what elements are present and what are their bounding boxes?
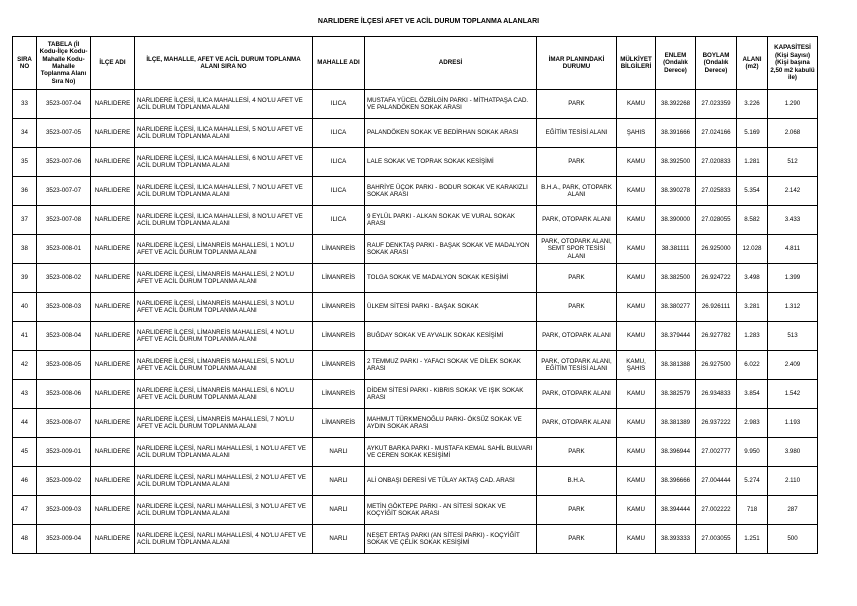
page-title: NARLIDERE İLÇESİ AFET VE ACİL DURUM TOPLANMA ALANLARI [317,18,540,25]
cell-tabela: 3523-008-06 [37,380,91,409]
cell-alan: NARLIDERE İLÇESİ, ILICA MAHALLESİ, 4 NO'LU AFET VE ACİL DURUM TOPLANMA ALANI [135,90,313,119]
cell-alani: 5.354 [737,177,768,206]
cell-alan: NARLIDERE İLÇESİ, LİMANREİS MAHALLESİ, 5 NO'LU AFET VE ACİL DURUM TOPLANMA ALANI [135,351,313,380]
cell-alan: NARLIDERE İLÇESİ, ILICA MAHALLESİ, 5 NO'LU AFET VE ACİL DURUM TOPLANMA ALANI [135,119,313,148]
cell-mahalle: NARLI [313,496,365,525]
cell-sira: 43 [13,380,37,409]
cell-tabela: 3523-008-04 [37,322,91,351]
cell-adres: AYKUT BARKA PARKI - MUSTAFA KEMAL SAHİL BULVARI VE CEREN SOKAK KESİŞİMİ [365,438,537,467]
cell-sira: 36 [13,177,37,206]
cell-adres: RAUF DENKTAŞ PARKI - BAŞAK SOKAK VE MADALYON SOKAK ARASI [365,235,537,264]
cell-ilce: NARLIDERE [91,496,135,525]
cell-mulkiyet: KAMU [617,264,656,293]
header-mahalle: MAHALLE ADI [313,37,365,90]
cell-tabela: 3523-008-02 [37,264,91,293]
cell-adres: 9 EYLÜL PARKI - ALKAN SOKAK VE VURAL SOKAK ARASI [365,206,537,235]
cell-imar: PARK [537,438,617,467]
cell-adres: NEŞET ERTAŞ PARKI (AN SİTESİ PARKI) - KOÇYİĞİT SOKAK VE ÇELİK SOKAK KESİŞİMİ [365,525,537,554]
cell-imar: PARK [537,293,617,322]
cell-sira: 34 [13,119,37,148]
cell-boylam: 26.925000 [696,235,737,264]
cell-ilce: NARLIDERE [91,119,135,148]
cell-ilce: NARLIDERE [91,351,135,380]
cell-alan: NARLIDERE İLÇESİ, LİMANREİS MAHALLESİ, 1 NO'LU AFET VE ACİL DURUM TOPLANMA ALANI [135,235,313,264]
cell-boylam: 26.926111 [696,293,737,322]
cell-tabela: 3523-007-07 [37,177,91,206]
cell-sira: 33 [13,90,37,119]
cell-alan: NARLIDERE İLÇESİ, NARLI MAHALLESİ, 2 NO'LU AFET VE ACİL DURUM TOPLANMA ALANI [135,467,313,496]
cell-ilce: NARLIDERE [91,148,135,177]
cell-adres: PALANDÖKEN SOKAK VE BEDİRHAN SOKAK ARASI [365,119,537,148]
cell-imar: PARK, OTOPARK ALANI, SEMT SPOR TESİSİ ALANI [537,235,617,264]
cell-sira: 38 [13,235,37,264]
cell-ilce: NARLIDERE [91,177,135,206]
table-row [13,525,818,554]
cell-sira: 37 [13,206,37,235]
cell-kapasite: 287 [768,496,818,525]
cell-imar: PARK, OTOPARK ALANI [537,380,617,409]
cell-alan: NARLIDERE İLÇESİ, ILICA MAHALLESİ, 6 NO'LU AFET VE ACİL DURUM TOPLANMA ALANI [135,148,313,177]
cell-imar: EĞİTİM TESİSİ ALANI [537,119,617,148]
cell-enlem: 38.381388 [656,351,696,380]
cell-kapasite: 4.811 [768,235,818,264]
cell-mahalle: ILICA [313,206,365,235]
cell-ilce: NARLIDERE [91,322,135,351]
cell-alani: 3.226 [737,90,768,119]
cell-boylam: 26.937222 [696,409,737,438]
cell-mulkiyet: KAMU [617,177,656,206]
cell-boylam: 26.927782 [696,322,737,351]
cell-mulkiyet: KAMU [617,467,656,496]
cell-mulkiyet: KAMU, ŞAHIS [617,351,656,380]
cell-mulkiyet: KAMU [617,235,656,264]
header-boylam: BOYLAM (Ondalık Derece) [696,37,737,90]
cell-alan: NARLIDERE İLÇESİ, ILICA MAHALLESİ, 7 NO'LU AFET VE ACİL DURUM TOPLANMA ALANI [135,177,313,206]
cell-mahalle: NARLI [313,525,365,554]
cell-kapasite: 1.193 [768,409,818,438]
cell-tabela: 3523-009-04 [37,525,91,554]
cell-tabela: 3523-009-01 [37,438,91,467]
table-row [13,438,818,467]
cell-imar: PARK [537,496,617,525]
cell-alan: NARLIDERE İLÇESİ, NARLI MAHALLESİ, 1 NO'LU AFET VE ACİL DURUM TOPLANMA ALANI [135,438,313,467]
cell-imar: PARK, OTOPARK ALANI [537,206,617,235]
header-enlem: ENLEM (Ondalık Derece) [656,37,696,90]
cell-ilce: NARLIDERE [91,438,135,467]
table-row [13,235,818,264]
header-alani: ALANI (m2) [737,37,768,90]
table-row [13,409,818,438]
cell-imar: PARK [537,90,617,119]
cell-enlem: 38.391666 [656,119,696,148]
cell-adres: 2 TEMMUZ PARKI - YAFACI SOKAK VE DİLEK SOKAK ARASI [365,351,537,380]
cell-ilce: NARLIDERE [91,235,135,264]
cell-mahalle: NARLI [313,467,365,496]
header-alan-adi: İLÇE, MAHALLE, AFET VE ACİL DURUM TOPLANMA ALANI SIRA NO [135,37,313,90]
cell-boylam: 26.927500 [696,351,737,380]
cell-adres: MUSTAFA YÜCEL ÖZBİLGİN PARKI - MİTHATPAŞA CAD. VE PALANDÖKEN SOKAK ARASI [365,90,537,119]
header-row [13,37,818,90]
cell-enlem: 38.396944 [656,438,696,467]
cell-imar: PARK, OTOPARK ALANI [537,409,617,438]
table-row [13,264,818,293]
cell-alani: 3.498 [737,264,768,293]
cell-kapasite: 1.399 [768,264,818,293]
cell-alani: 1.281 [737,148,768,177]
cell-tabela: 3523-007-05 [37,119,91,148]
cell-mulkiyet: KAMU [617,525,656,554]
cell-adres: MAHMUT TÜRKMENOĞLU PARKI- ÖKSÜZ SOKAK VE AYDIN SOKAK ARASI [365,409,537,438]
cell-boylam: 27.025833 [696,177,737,206]
cell-ilce: NARLIDERE [91,264,135,293]
cell-mulkiyet: KAMU [617,438,656,467]
cell-alani: 5.169 [737,119,768,148]
cell-enlem: 38.382579 [656,380,696,409]
cell-mahalle: ILICA [313,119,365,148]
cell-tabela: 3523-009-02 [37,467,91,496]
cell-adres: BUĞDAY SOKAK VE AYVALIK SOKAK KESİŞİMİ [365,322,537,351]
cell-alan: NARLIDERE İLÇESİ, LİMANREİS MAHALLESİ, 4 NO'LU AFET VE ACİL DURUM TOPLANMA ALANI [135,322,313,351]
cell-kapasite: 1.312 [768,293,818,322]
cell-mahalle: NARLI [313,438,365,467]
header-mulkiyet: MÜLKİYET BİLGİLERİ [617,37,656,90]
cell-kapasite: 2.142 [768,177,818,206]
cell-mahalle: ILICA [313,148,365,177]
cell-alani: 718 [737,496,768,525]
cell-alani: 3.281 [737,293,768,322]
cell-kapasite: 512 [768,148,818,177]
cell-tabela: 3523-007-08 [37,206,91,235]
table-row [13,177,818,206]
cell-imar: PARK, OTOPARK ALANI, EĞİTİM TESİSİ ALANI [537,351,617,380]
cell-sira: 48 [13,525,37,554]
cell-tabela: 3523-007-04 [37,90,91,119]
cell-ilce: NARLIDERE [91,467,135,496]
cell-alan: NARLIDERE İLÇESİ, LİMANREİS MAHALLESİ, 6 NO'LU AFET VE ACİL DURUM TOPLANMA ALANI [135,380,313,409]
table-row [13,322,818,351]
cell-adres: LALE SOKAK VE TOPRAK SOKAK KESİŞİMİ [365,148,537,177]
cell-sira: 35 [13,148,37,177]
cell-sira: 46 [13,467,37,496]
cell-alani: 2.983 [737,409,768,438]
table-row [13,148,818,177]
cell-mulkiyet: KAMU [617,90,656,119]
cell-ilce: NARLIDERE [91,525,135,554]
cell-mahalle: LİMANREİS [313,380,365,409]
cell-enlem: 38.392268 [656,90,696,119]
cell-alani: 1.251 [737,525,768,554]
cell-alan: NARLIDERE İLÇESİ, LİMANREİS MAHALLESİ, 2 NO'LU AFET VE ACİL DURUM TOPLANMA ALANI [135,264,313,293]
table-row [13,90,818,119]
cell-sira: 44 [13,409,37,438]
cell-mulkiyet: KAMU [617,148,656,177]
cell-kapasite: 3.980 [768,438,818,467]
cell-alani: 9.950 [737,438,768,467]
cell-alan: NARLIDERE İLÇESİ, ILICA MAHALLESİ, 8 NO'LU AFET VE ACİL DURUM TOPLANMA ALANI [135,206,313,235]
cell-tabela: 3523-008-01 [37,235,91,264]
cell-boylam: 27.028055 [696,206,737,235]
header-kapasite: KAPASİTESİ (Kişi Sayısı) (Kişi başına 2,50 m2 kabulü ile) [768,37,818,90]
cell-alan: NARLIDERE İLÇESİ, NARLI MAHALLESİ, 3 NO'LU AFET VE ACİL DURUM TOPLANMA ALANI [135,496,313,525]
assembly-areas-table [12,36,818,554]
cell-ilce: NARLIDERE [91,90,135,119]
cell-adres: ALİ ONBAŞI DERESİ VE TÜLAY AKTAŞ CAD. ARASI [365,467,537,496]
cell-enlem: 38.381389 [656,409,696,438]
cell-imar: PARK, OTOPARK ALANI [537,322,617,351]
cell-tabela: 3523-008-03 [37,293,91,322]
table-row [13,293,818,322]
table-row [13,119,818,148]
cell-sira: 45 [13,438,37,467]
cell-boylam: 27.024166 [696,119,737,148]
cell-enlem: 38.381111 [656,235,696,264]
cell-mulkiyet: KAMU [617,409,656,438]
cell-sira: 47 [13,496,37,525]
cell-alani: 12.028 [737,235,768,264]
cell-kapasite: 2.068 [768,119,818,148]
cell-adres: BAHRİYE ÜÇOK PARKI - BODUR SOKAK VE KARAKIZLI SOKAK ARASI [365,177,537,206]
cell-mahalle: LİMANREİS [313,322,365,351]
cell-enlem: 38.393333 [656,525,696,554]
cell-boylam: 27.020833 [696,148,737,177]
cell-enlem: 38.390000 [656,206,696,235]
cell-mahalle: LİMANREİS [313,409,365,438]
cell-mahalle: LİMANREİS [313,264,365,293]
cell-alani: 5.274 [737,467,768,496]
table-row [13,206,818,235]
cell-kapasite: 2.409 [768,351,818,380]
cell-adres: DİDEM SİTESİ PARKI - KIBRIS SOKAK VE IŞIK SOKAK ARASI [365,380,537,409]
cell-imar: B.H.A. [537,467,617,496]
header-sira: SIRA NO [13,37,37,90]
cell-enlem: 38.382500 [656,264,696,293]
header-ilce: İLÇE ADI [91,37,135,90]
cell-tabela: 3523-009-03 [37,496,91,525]
cell-alan: NARLIDERE İLÇESİ, LİMANREİS MAHALLESİ, 7 NO'LU AFET VE ACİL DURUM TOPLANMA ALANI [135,409,313,438]
cell-mahalle: LİMANREİS [313,235,365,264]
cell-boylam: 27.004444 [696,467,737,496]
cell-adres: METİN GÖKTEPE PARKI - AN SİTESİ SOKAK VE KOÇYİĞİT SOKAK ARASI [365,496,537,525]
cell-sira: 41 [13,322,37,351]
cell-mulkiyet: KAMU [617,293,656,322]
table-row [13,380,818,409]
cell-enlem: 38.379444 [656,322,696,351]
cell-tabela: 3523-007-06 [37,148,91,177]
table-row [13,351,818,380]
header-imar: İMAR PLANINDAKİ DURUMU [537,37,617,90]
cell-alani: 3.854 [737,380,768,409]
cell-mahalle: ILICA [313,177,365,206]
table-row [13,467,818,496]
table-row [13,496,818,525]
cell-ilce: NARLIDERE [91,380,135,409]
cell-tabela: 3523-008-07 [37,409,91,438]
cell-kapasite: 2.110 [768,467,818,496]
cell-alani: 8.582 [737,206,768,235]
cell-imar: PARK [537,148,617,177]
cell-kapasite: 500 [768,525,818,554]
cell-adres: ÜLKEM SİTESİ PARKI - BAŞAK SOKAK [365,293,537,322]
cell-enlem: 38.394444 [656,496,696,525]
cell-adres: TOLGA SOKAK VE MADALYON SOKAK KESİŞİMİ [365,264,537,293]
cell-mahalle: LİMANREİS [313,293,365,322]
cell-imar: PARK [537,525,617,554]
header-adres: ADRESİ [365,37,537,90]
cell-kapasite: 513 [768,322,818,351]
cell-boylam: 27.023359 [696,90,737,119]
cell-boylam: 27.002222 [696,496,737,525]
cell-ilce: NARLIDERE [91,409,135,438]
cell-imar: PARK [537,264,617,293]
cell-enlem: 38.396666 [656,467,696,496]
cell-boylam: 26.934833 [696,380,737,409]
cell-tabela: 3523-008-05 [37,351,91,380]
cell-kapasite: 3.433 [768,206,818,235]
cell-mulkiyet: ŞAHIS [617,119,656,148]
cell-ilce: NARLIDERE [91,293,135,322]
cell-mulkiyet: KAMU [617,322,656,351]
cell-boylam: 26.924722 [696,264,737,293]
cell-alani: 6.022 [737,351,768,380]
cell-imar: B.H.A., PARK, OTOPARK ALANI [537,177,617,206]
cell-enlem: 38.380277 [656,293,696,322]
cell-sira: 39 [13,264,37,293]
cell-enlem: 38.392500 [656,148,696,177]
cell-alan: NARLIDERE İLÇESİ, NARLI MAHALLESİ, 4 NO'LU AFET VE ACİL DURUM TOPLANMA ALANI [135,525,313,554]
cell-sira: 42 [13,351,37,380]
cell-mulkiyet: KAMU [617,380,656,409]
cell-mulkiyet: KAMU [617,206,656,235]
cell-alan: NARLIDERE İLÇESİ, LİMANREİS MAHALLESİ, 3 NO'LU AFET VE ACİL DURUM TOPLANMA ALANI [135,293,313,322]
cell-sira: 40 [13,293,37,322]
cell-kapasite: 1.290 [768,90,818,119]
header-tabela: TABELA (İl Kodu-İlçe Kodu-Mahalle Kodu-Mahalle Toplanma Alanı Sıra No) [37,37,91,90]
cell-ilce: NARLIDERE [91,206,135,235]
cell-mahalle: ILICA [313,90,365,119]
cell-enlem: 38.390278 [656,177,696,206]
cell-alani: 1.283 [737,322,768,351]
cell-mulkiyet: KAMU [617,496,656,525]
cell-boylam: 27.002777 [696,438,737,467]
cell-boylam: 27.003055 [696,525,737,554]
cell-kapasite: 1.542 [768,380,818,409]
cell-mahalle: LİMANREİS [313,351,365,380]
